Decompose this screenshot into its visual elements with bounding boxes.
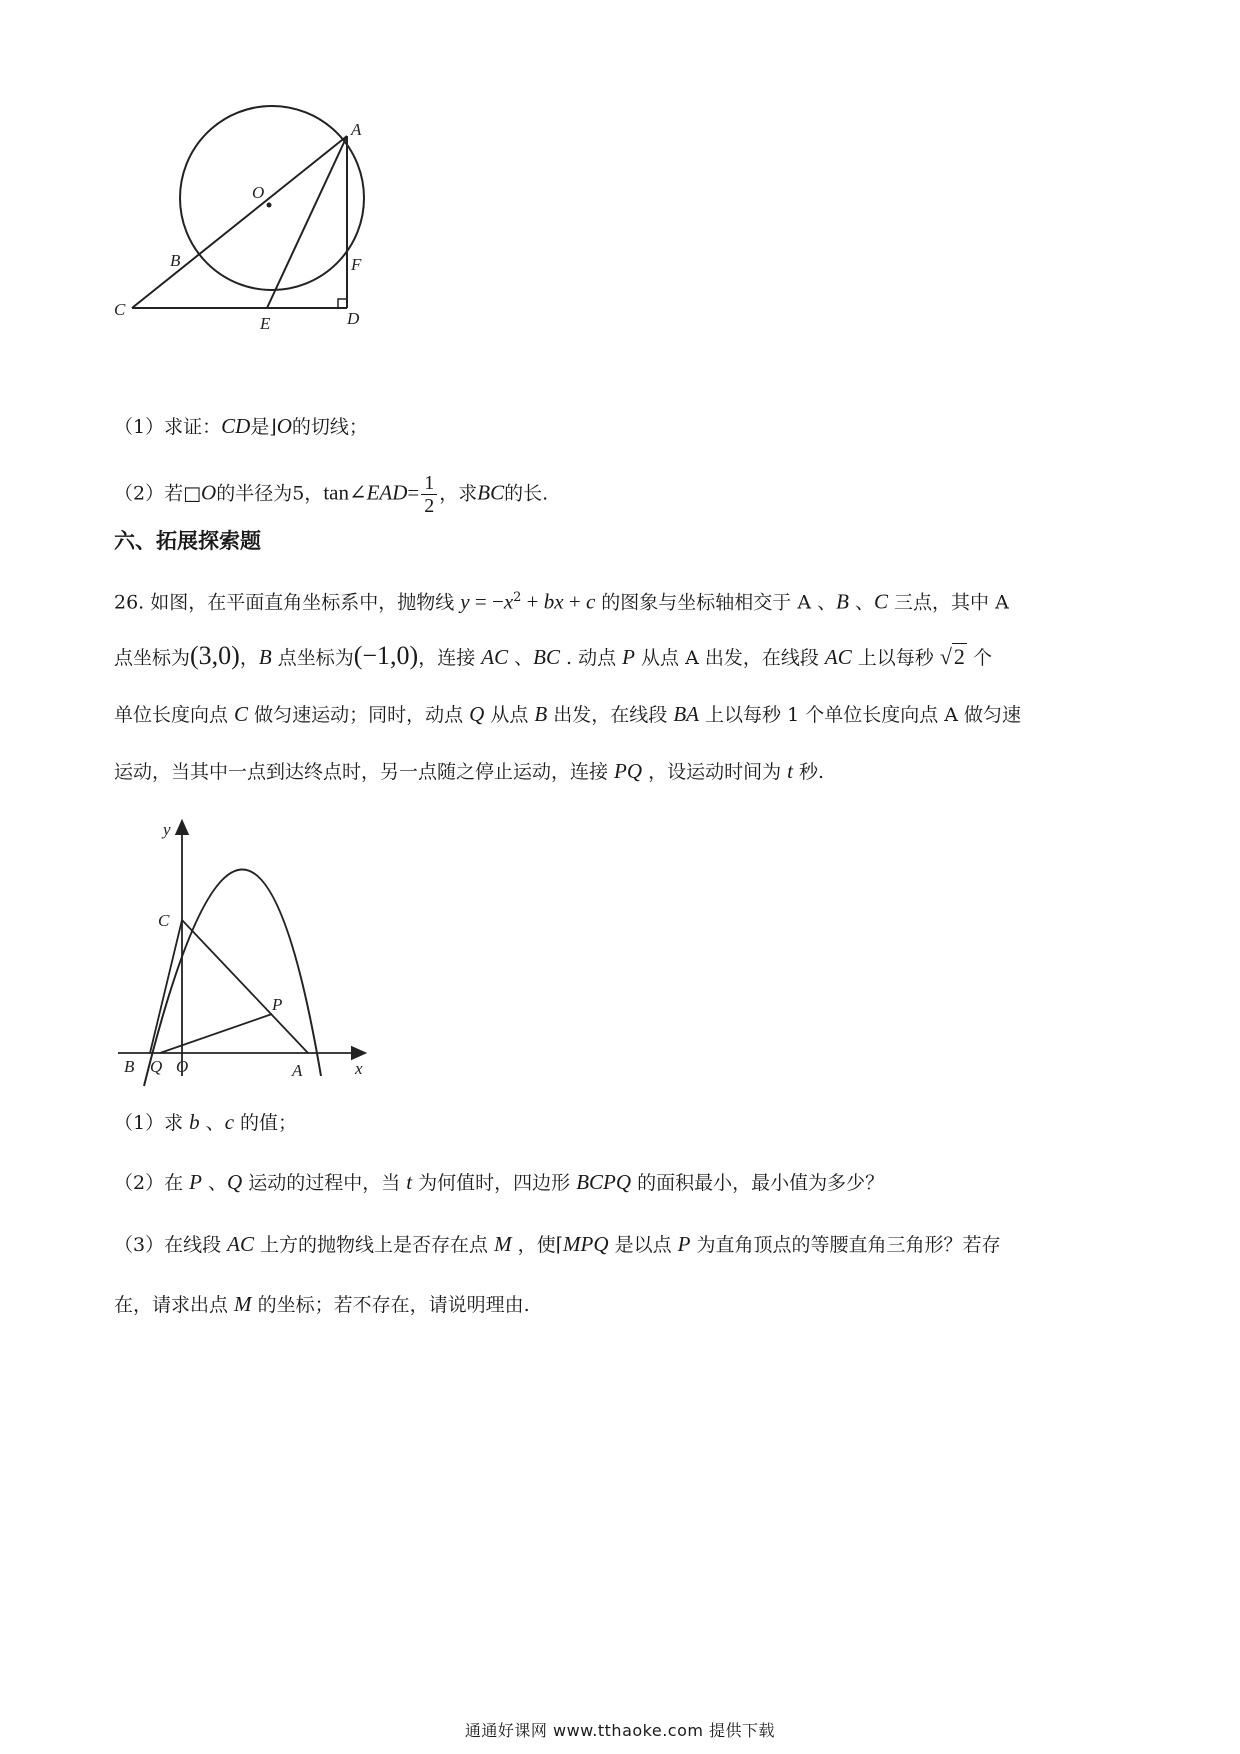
q26-part2 <box>114 1168 884 1197</box>
glyph: ⌈ <box>555 1234 564 1256</box>
text: 运动，当其中一点到达终点时，另一点随之停止运动，连接 <box>114 761 615 783</box>
math-p: P <box>677 1232 691 1256</box>
text: 个 <box>966 647 992 669</box>
sqrt-radicand: 2 <box>953 644 965 669</box>
math-op: + <box>521 589 544 614</box>
q25-part1 <box>114 412 368 441</box>
frac-num: 1 <box>421 472 437 495</box>
q26-part1 <box>114 1108 297 1137</box>
fraction-one-half <box>421 472 437 517</box>
text: 在，请求出点 <box>114 1294 235 1316</box>
text: 运动的过程中，当 <box>242 1172 407 1194</box>
math-ead: EAD <box>366 480 408 505</box>
circle-geometry-figure <box>114 118 418 333</box>
footer-source: 通通好课网 www.tthaoke.com 提供下载 <box>464 1721 776 1740</box>
text: ，求 <box>439 482 478 505</box>
text: 上以每秒 <box>851 647 940 669</box>
text: 的面积最小，最小值为多少？ <box>631 1172 885 1194</box>
math-ac: AC <box>824 645 852 669</box>
glyph: □ <box>183 482 202 505</box>
text: 上方的抛物线上是否存在点 <box>253 1234 495 1256</box>
q26-line1 <box>114 584 1009 616</box>
text: ， <box>239 647 259 669</box>
math-sup: 2 <box>513 590 522 605</box>
math-o: O <box>276 414 292 438</box>
text: （3）在线段 <box>114 1234 228 1256</box>
text: 的长. <box>504 482 549 505</box>
text: 上以每秒 1 个单位长度向点 A 做匀速 <box>699 704 1022 726</box>
math-c: C <box>234 702 249 726</box>
text: 、 <box>508 647 534 669</box>
math-m: M <box>234 1292 252 1316</box>
q26-part3-cont <box>114 1290 530 1319</box>
text: ，设运动时间为 <box>642 761 788 783</box>
math-ac: AC <box>481 645 509 669</box>
circle-o <box>180 106 364 290</box>
q26-line3 <box>114 700 1021 729</box>
label-c: C <box>158 911 170 930</box>
math-b: B <box>258 645 272 669</box>
math-tan: tan∠ <box>323 480 367 505</box>
math-o: O <box>201 480 217 505</box>
math-bcpq: BCPQ <box>576 1170 632 1194</box>
text: 的切线； <box>291 416 368 438</box>
math-q: Q <box>469 702 485 726</box>
math-op: + <box>563 589 586 614</box>
label-c: C <box>114 300 126 319</box>
text: （2）若 <box>114 482 184 505</box>
section-title: 六、拓展探索题 <box>114 529 261 553</box>
text: ，使 <box>511 1234 556 1256</box>
coord-a: (3,0) <box>190 641 240 670</box>
label-b: B <box>170 251 181 270</box>
text: 点坐标为 <box>271 647 354 669</box>
segment-qp <box>160 1014 272 1053</box>
math-m: M <box>494 1232 512 1256</box>
math-y: y <box>460 589 470 614</box>
math-cd: CD <box>221 414 251 438</box>
math-q: Q <box>227 1170 243 1194</box>
math-c: c <box>585 589 596 614</box>
math-b: b <box>189 1110 200 1134</box>
math-ba: BA <box>673 702 699 726</box>
segment-ca <box>132 136 347 308</box>
text: 、 <box>848 591 874 614</box>
label-o: O <box>176 1057 189 1076</box>
text: 点坐标为 <box>114 647 191 669</box>
text: 的值； <box>234 1112 298 1134</box>
parabola-figure <box>110 818 380 1083</box>
q26-line4 <box>114 757 824 786</box>
label-x: x <box>355 1059 363 1078</box>
math-eq: = <box>407 480 420 505</box>
text: 秒. <box>792 761 825 783</box>
text: 为何值时，四边形 <box>412 1172 577 1194</box>
math-ac: AC <box>227 1232 254 1256</box>
text: . 动点 <box>560 647 623 669</box>
math-p: P <box>622 645 635 669</box>
text: （2）在 <box>114 1172 190 1194</box>
label-b: B <box>124 1057 135 1076</box>
math-bx: bx <box>543 589 564 614</box>
math-p: P <box>189 1170 202 1194</box>
text: 是 <box>250 416 270 438</box>
text: 做匀速运动；同时，动点 <box>248 704 470 726</box>
math-bc: BC <box>533 645 560 669</box>
label-f: F <box>351 255 362 274</box>
text: 的坐标；若不存在，请说明理由. <box>251 1294 530 1316</box>
glyph: ⌋ <box>269 416 277 438</box>
text: 的图象与坐标轴相交于 A 、 <box>595 591 837 614</box>
math-c: c <box>224 1110 235 1134</box>
math-t: t <box>787 759 793 783</box>
label-e: E <box>260 314 271 333</box>
text: （1）求 <box>114 1112 190 1134</box>
label-a: A <box>351 120 362 139</box>
math-b: B <box>534 702 548 726</box>
text: 是以点 <box>608 1234 678 1256</box>
text: 、 <box>201 1172 228 1194</box>
frac-den: 2 <box>424 495 435 517</box>
math-c: C <box>873 589 888 614</box>
text: 出发，在线段 <box>547 704 674 726</box>
label-q: Q <box>150 1057 163 1076</box>
math-b: B <box>836 589 849 614</box>
text: 从点 A 出发，在线段 <box>635 647 825 669</box>
math-x: x <box>503 589 514 614</box>
text: 、 <box>199 1112 225 1134</box>
text: 26. 如图，在平面直角坐标系中，抛物线 <box>114 591 461 614</box>
label-y: y <box>163 820 171 839</box>
label-p: P <box>272 995 283 1014</box>
math-t: t <box>406 1170 413 1194</box>
text: 从点 <box>484 704 535 726</box>
text: ，连接 <box>418 647 482 669</box>
math-op: = − <box>469 589 504 614</box>
sqrt-sign: √ <box>939 644 952 669</box>
sqrt-2 <box>940 643 967 669</box>
text: 单位长度向点 <box>114 704 235 726</box>
right-angle-mark <box>338 299 347 308</box>
q26-part3 <box>114 1230 1001 1259</box>
math-bc: BC <box>477 480 505 505</box>
math-mpq: MPQ <box>563 1232 609 1256</box>
math-pq: PQ <box>614 759 643 783</box>
text: 为直角顶点的等腰直角三角形？若存 <box>690 1234 1001 1256</box>
label-a: A <box>292 1061 303 1080</box>
coord-b: (−1,0) <box>353 641 419 670</box>
label-o: O <box>252 183 265 202</box>
text: （1）求证： <box>114 416 222 438</box>
segment-bc <box>150 920 182 1053</box>
label-d: D <box>347 309 360 328</box>
q26-line2 <box>114 642 992 672</box>
q25-part2 <box>114 472 548 517</box>
segment-ca <box>182 920 308 1053</box>
text: 的半径为5， <box>216 482 324 505</box>
center-dot <box>267 203 272 208</box>
text: 三点，其中 A <box>888 591 1009 614</box>
